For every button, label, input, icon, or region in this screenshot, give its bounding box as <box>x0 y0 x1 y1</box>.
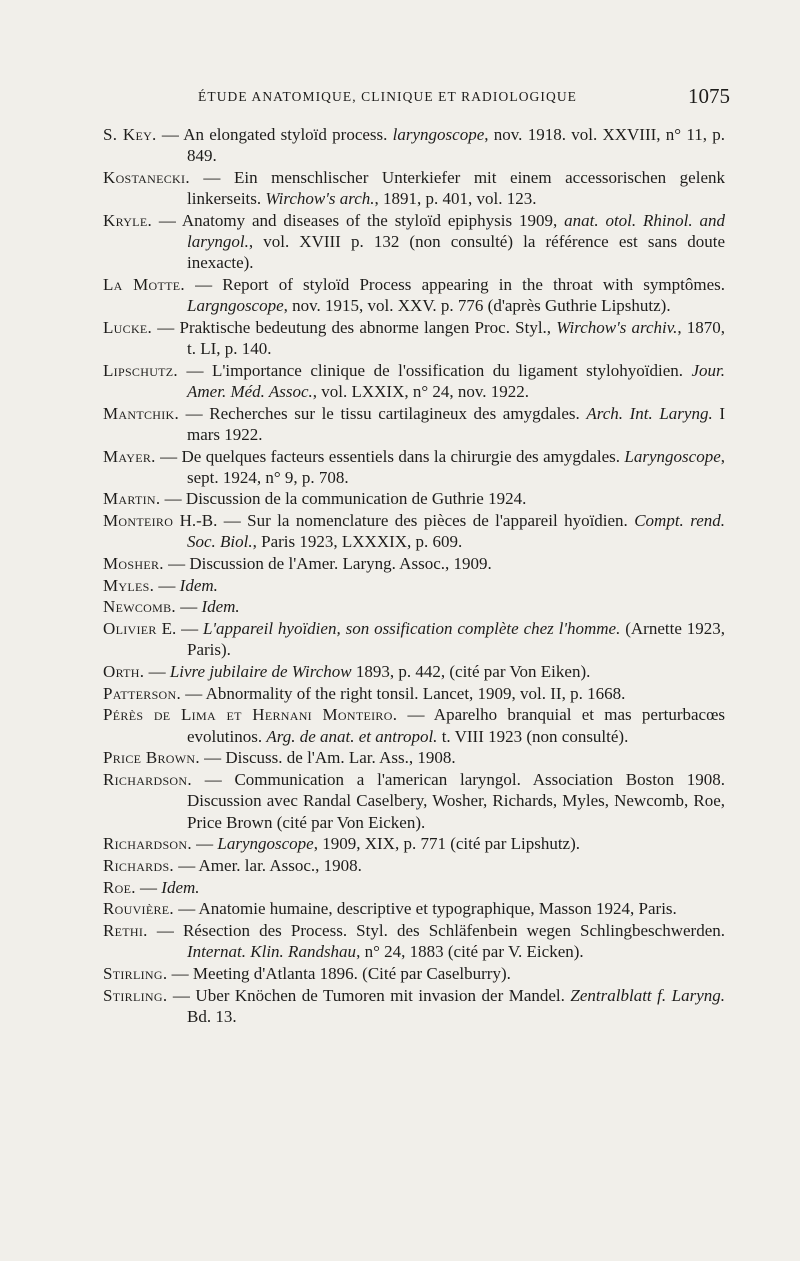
entry-author: Roe. <box>103 877 136 897</box>
entry-author: Lucke. <box>103 317 153 337</box>
bibliography-entry <box>103 704 725 746</box>
entry-author: Stirling. <box>103 963 168 983</box>
bibliography-entry <box>103 769 725 833</box>
entry-text: , n° 24, 1883 (cité par V. Eicken). <box>356 942 584 962</box>
bibliography-entry <box>103 360 725 402</box>
bibliography-entry <box>103 683 725 704</box>
entry-text: — Communication a l'american laryngol. Association Boston 1908. Discussion avec Randal Caselbery, Wosher, Richards, Myles, Newcomb, Roe, Price Brown (cité par Von Eicken). <box>187 770 725 832</box>
entry-source-title: Largngoscope <box>187 296 284 316</box>
entry-text: , sept. 1924, n° 9, p. 708. <box>187 446 725 487</box>
entry-text: , vol. XVIII p. 132 (non consulté) la référence est sans doute inexacte). <box>187 232 725 273</box>
entry-text: — <box>191 834 218 854</box>
entry-author: Richardson. <box>103 834 192 854</box>
entry-text: 1893, p. 442, (cité par Von Eiken). <box>351 662 591 682</box>
entry-text: , vol. LXXIX, n° 24, nov. 1922. <box>312 381 530 401</box>
entry-text: — Discussion de la communication de Guthrie 1924. <box>160 489 527 509</box>
entry-text: E. — <box>156 619 203 639</box>
bibliography-entry <box>103 596 725 617</box>
entry-source-title: Laryngoscope <box>217 834 314 854</box>
bibliography-entry <box>103 920 725 962</box>
bibliography-entry <box>103 618 725 660</box>
entry-source-title: Livre jubilaire de Wirchow <box>169 662 352 682</box>
entry-source-title: L'appareil hyoïdien, son ossification complète chez l'homme. <box>202 619 621 639</box>
entry-text: , 1870, t. LI, p. 140. <box>187 317 726 359</box>
entry-text: — Discuss. de l'Am. Lar. Ass., 1908. <box>199 748 456 768</box>
entry-text: (Arnette 1923, Paris). <box>187 619 725 660</box>
entry-author: Mayer. <box>103 446 156 466</box>
entry-source-title: Compt. rend. Soc. Biol. <box>187 511 725 552</box>
entry-text: — Praktische bedeutung des abnorme langen Proc. Styl., <box>152 317 557 337</box>
entry-author: Lipschutz. <box>103 360 178 380</box>
bibliography-entry <box>103 985 725 1027</box>
entry-author: Orth. <box>103 662 145 682</box>
page-number: 1075 <box>688 84 730 108</box>
entry-source-title: Wirchow's archiv. <box>556 317 678 337</box>
entry-source-title: Jour. Amer. Méd. Assoc. <box>187 360 725 401</box>
entry-text: t. VIII 1923 (non consulté). <box>437 726 629 746</box>
entry-text: — Report of styloïd Process appearing in the throat with symptômes. <box>184 274 725 294</box>
bibliography-entry <box>103 855 725 876</box>
bibliography-entry <box>103 210 725 274</box>
bibliography-entry <box>103 898 725 919</box>
entry-text: — Anatomy and diseases of the styloïd epiphysis 1909, <box>152 210 565 230</box>
bibliography-entry <box>103 167 725 209</box>
entry-source-title: anat. otol. Rhinol. and laryngol. <box>187 210 725 252</box>
bibliography-entry <box>103 963 725 984</box>
bibliography-list <box>103 124 725 1028</box>
entry-author: Richardson. <box>103 770 192 790</box>
entry-author: Mosher. <box>103 554 164 574</box>
bibliography-entry <box>103 747 725 768</box>
entry-author: Kostanecki. <box>103 167 190 187</box>
entry-text: Bd. 13. <box>187 1006 237 1026</box>
entry-author: Patterson. <box>103 683 182 703</box>
entry-author: Mantchik. <box>103 403 180 423</box>
entry-text: — <box>144 662 170 682</box>
bibliography-entry <box>103 510 725 552</box>
bibliography-entry <box>103 317 725 359</box>
entry-text: , 1909, XIX, p. 771 (cité par Lipshutz). <box>313 834 581 854</box>
entry-author: Newcomb. <box>103 597 176 617</box>
entry-text: — L'importance clinique de l'ossification du ligament stylohyoïdien. <box>177 360 692 380</box>
entry-text: — Abnormality of the right tonsil. Lancet, 1909, vol. II, p. 1668. <box>181 683 626 703</box>
entry-text: I mars 1922. <box>187 403 725 444</box>
entry-author: Olivier <box>103 619 157 639</box>
entry-text: — Uber Knöchen de Tumoren mit invasion der Mandel. <box>167 985 571 1005</box>
entry-author: Richards. <box>103 855 174 875</box>
entry-source-title: Arch. Int. Laryng. <box>586 403 713 423</box>
entry-source-title: Idem. <box>161 877 200 897</box>
bibliography-entry <box>103 661 725 682</box>
entry-text: — An elongated styloïd process. <box>156 125 393 144</box>
entry-author: Rethi. <box>103 921 148 941</box>
entry-text: — Résection des Process. Styl. des Schläfenbein wegen Schlingbeschwerden. <box>147 921 725 941</box>
entry-author: Rouvière. <box>103 899 174 919</box>
entry-source-title: Laryngoscope <box>624 446 721 466</box>
entry-source-title: Arg. de anat. et antropol. <box>266 726 438 746</box>
bibliography-entry <box>103 553 725 574</box>
bibliography-entry <box>103 446 725 488</box>
entry-text: — De quelques facteurs essentiels dans la chirurgie des amygdales. <box>155 446 625 466</box>
entry-source-title: laryngoscope <box>392 125 485 144</box>
bibliography-entry <box>103 877 725 898</box>
entry-author: Monteiro <box>103 511 174 531</box>
entry-text: , 1891, p. 401, vol. 123. <box>374 189 537 209</box>
bibliography-entry <box>103 488 725 509</box>
entry-text: H.-B. — Sur la nomenclature des pièces de l'appareil hyoïdien. <box>173 511 635 531</box>
entry-text: — <box>154 575 180 595</box>
entry-text: — Aparelho branquial et mas perturbacœs evolutinos. <box>187 705 725 746</box>
entry-author: La Motte. <box>103 274 185 294</box>
entry-text: — Recherches sur le tissu cartilagineux des amygdales. <box>179 403 587 423</box>
bibliography-entry <box>103 575 725 596</box>
bibliography-entry <box>103 124 725 166</box>
page-header <box>0 86 800 116</box>
bibliography-entry <box>103 274 725 316</box>
entry-author: Price Brown. <box>103 748 200 768</box>
entry-text: — Meeting d'Atlanta 1896. (Cité par Caselburry). <box>167 963 511 983</box>
entry-author: Pérès de Lima et Hernani Monteiro. <box>103 705 398 725</box>
entry-text: — <box>175 597 202 617</box>
entry-text: , Paris 1923, LXXXIX, p. 609. <box>252 532 463 552</box>
entry-text: — Ein menschlischer Unterkiefer mit einem accessorischen gelenk linkerseits. <box>187 167 725 209</box>
entry-source-title: Idem. <box>179 575 218 595</box>
bibliography-entry <box>103 833 725 854</box>
entry-source-title: Zentralblatt f. Laryng. <box>570 985 725 1005</box>
entry-source-title: Internat. Klin. Randshau <box>187 942 357 962</box>
entry-text: , nov. 1918. vol. XXVIII, n° 11, p. 849. <box>187 125 725 166</box>
entry-source-title: Wirchow's arch. <box>265 189 375 209</box>
entry-text: — Amer. lar. Assoc., 1908. <box>173 855 362 875</box>
entry-author: S. Key. <box>103 125 157 144</box>
entry-text: — Discussion de l'Amer. Laryng. Assoc., 1909. <box>163 554 492 574</box>
entry-source-title: Idem. <box>201 597 240 617</box>
running-title: ÉTUDE ANATOMIQUE, CLINIQUE ET RADIOLOGIQUE <box>198 89 578 104</box>
entry-text: — Anatomie humaine, descriptive et typographique, Masson 1924, Paris. <box>173 899 677 919</box>
entry-text: — <box>135 877 162 897</box>
entry-text: , nov. 1915, vol. XXV. p. 776 (d'après Guthrie Lipshutz). <box>283 296 671 316</box>
entry-author: Myles. <box>103 575 155 595</box>
entry-author: Kryle. <box>103 210 152 230</box>
entry-author: Stirling. <box>103 985 168 1005</box>
entry-author: Martin. <box>103 489 161 509</box>
bibliography-entry <box>103 403 725 445</box>
